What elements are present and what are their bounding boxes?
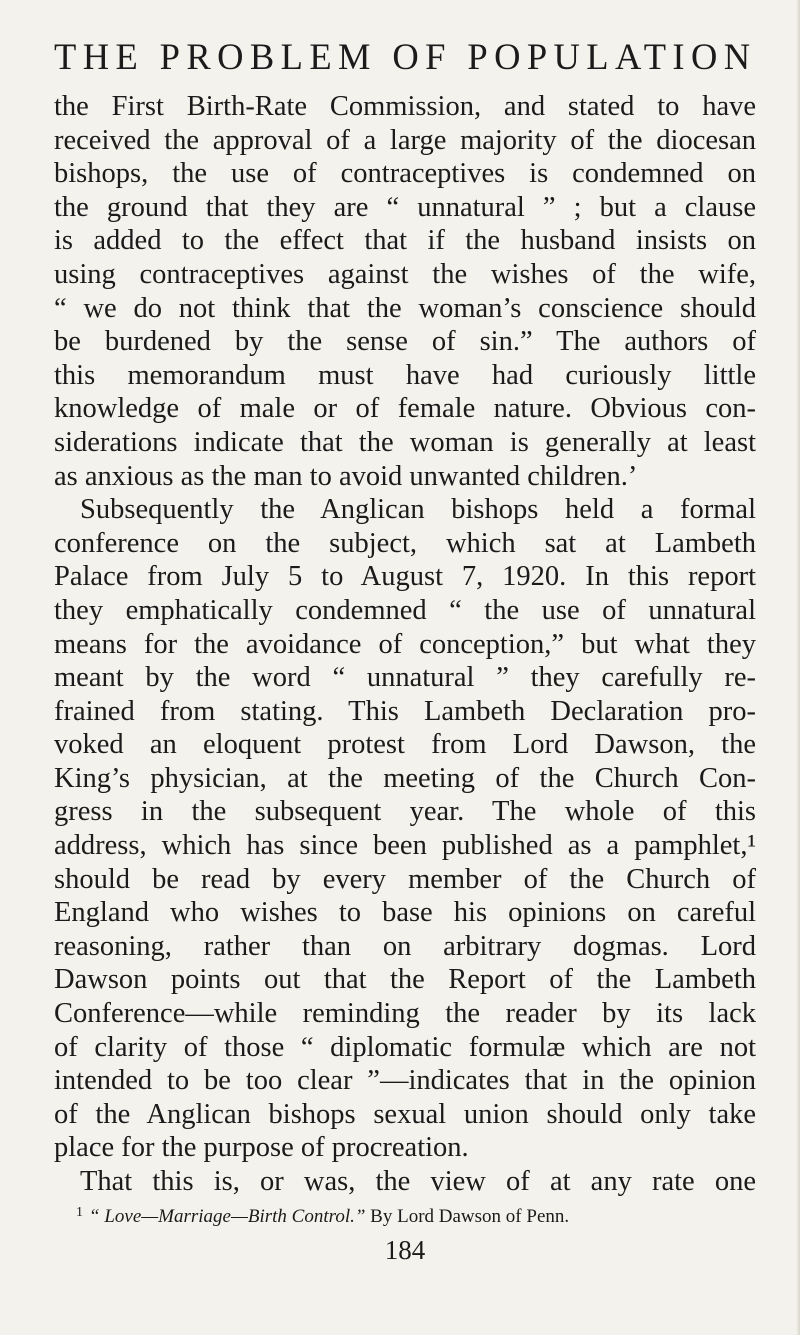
text-line: is added to the effect that if the husband insists on: [54, 225, 756, 257]
footnote-title: “ Love—Marriage—Birth Control.”: [89, 1205, 366, 1227]
text-line: meant by the word “ unnatural ” they carefully re-: [54, 662, 756, 694]
text-line: England who wishes to base his opinions on careful: [54, 897, 756, 929]
footnote-text: By Lord Dawson of Penn.: [365, 1205, 570, 1227]
text-line: this memorandum must have had curiously little: [54, 359, 756, 391]
text-line: Palace from July 5 to August 7, 1920. In this report: [54, 561, 756, 593]
text-line: means for the avoidance of conception,” but what they: [54, 628, 756, 660]
text-line: the First Birth-Rate Commission, and stated to have: [54, 91, 756, 122]
text-line: should be read by every member of the Church of: [54, 863, 756, 895]
text-line: intended to be too clear ”—indicates that in the opinion: [54, 1065, 756, 1097]
text-line: of clarity of those “ diplomatic formulæ which are not: [54, 1031, 756, 1063]
text-line: bishops, the use of contraceptives is condemned on: [54, 158, 756, 190]
text-line: conference on the subject, which sat at Lambeth: [54, 527, 756, 559]
text-line: King’s physician, at the meeting of the Church Con-: [54, 762, 756, 794]
text-line: gress in the subsequent year. The whole of this: [54, 796, 756, 828]
text-line: be burdened by the sense of sin.” The authors of: [54, 326, 756, 358]
text-line: voked an eloquent protest from Lord Dawson, the: [54, 729, 756, 761]
text-line: Conference—while reminding the reader by its lack: [54, 998, 756, 1030]
page-edge: [796, 0, 800, 1335]
text-line: of the Anglican bishops sexual union should only take: [54, 1098, 756, 1130]
text-line: knowledge of male or of female nature. Obvious con-: [54, 393, 756, 425]
text-line: frained from stating. This Lambeth Declaration pro-: [54, 695, 756, 727]
paragraph-start-line: Subsequently the Anglican bishops held a formal: [80, 494, 756, 526]
body-text: [54, 90, 756, 1199]
paragraph-end-line: as anxious as the man to avoid unwanted children.ʼ: [54, 460, 638, 492]
paragraph-end-line: place for the purpose of procreation.: [54, 1132, 469, 1164]
paragraph-start-line: That this is, or was, the view of at any rate one: [80, 1166, 756, 1197]
footnote-mark: 1: [76, 1204, 83, 1220]
text-line: using contraceptives against the wishes of the wife,: [54, 258, 756, 290]
text-line: they emphatically condemned “ the use of unnatural: [54, 594, 756, 626]
text-line: address, which has since been published as a pamphlet,¹: [54, 830, 756, 862]
footnote: [54, 1201, 756, 1229]
text-line: received the approval of a large majority of the diocesan: [54, 124, 756, 156]
text-line: reasoning, rather than on arbitrary dogmas. Lord: [54, 930, 756, 962]
text-line: the ground that they are “ unnatural ” ; but a clause: [54, 191, 756, 223]
book-page: [54, 34, 756, 1266]
running-head: THE PROBLEM OF POPULATION: [54, 36, 757, 77]
text-line: Dawson points out that the Report of the Lambeth: [54, 964, 756, 996]
text-line: “ we do not think that the woman’s conscience should: [54, 292, 756, 324]
text-line: siderations indicate that the woman is generally at least: [54, 426, 756, 458]
page-number: 184: [384, 1234, 426, 1265]
